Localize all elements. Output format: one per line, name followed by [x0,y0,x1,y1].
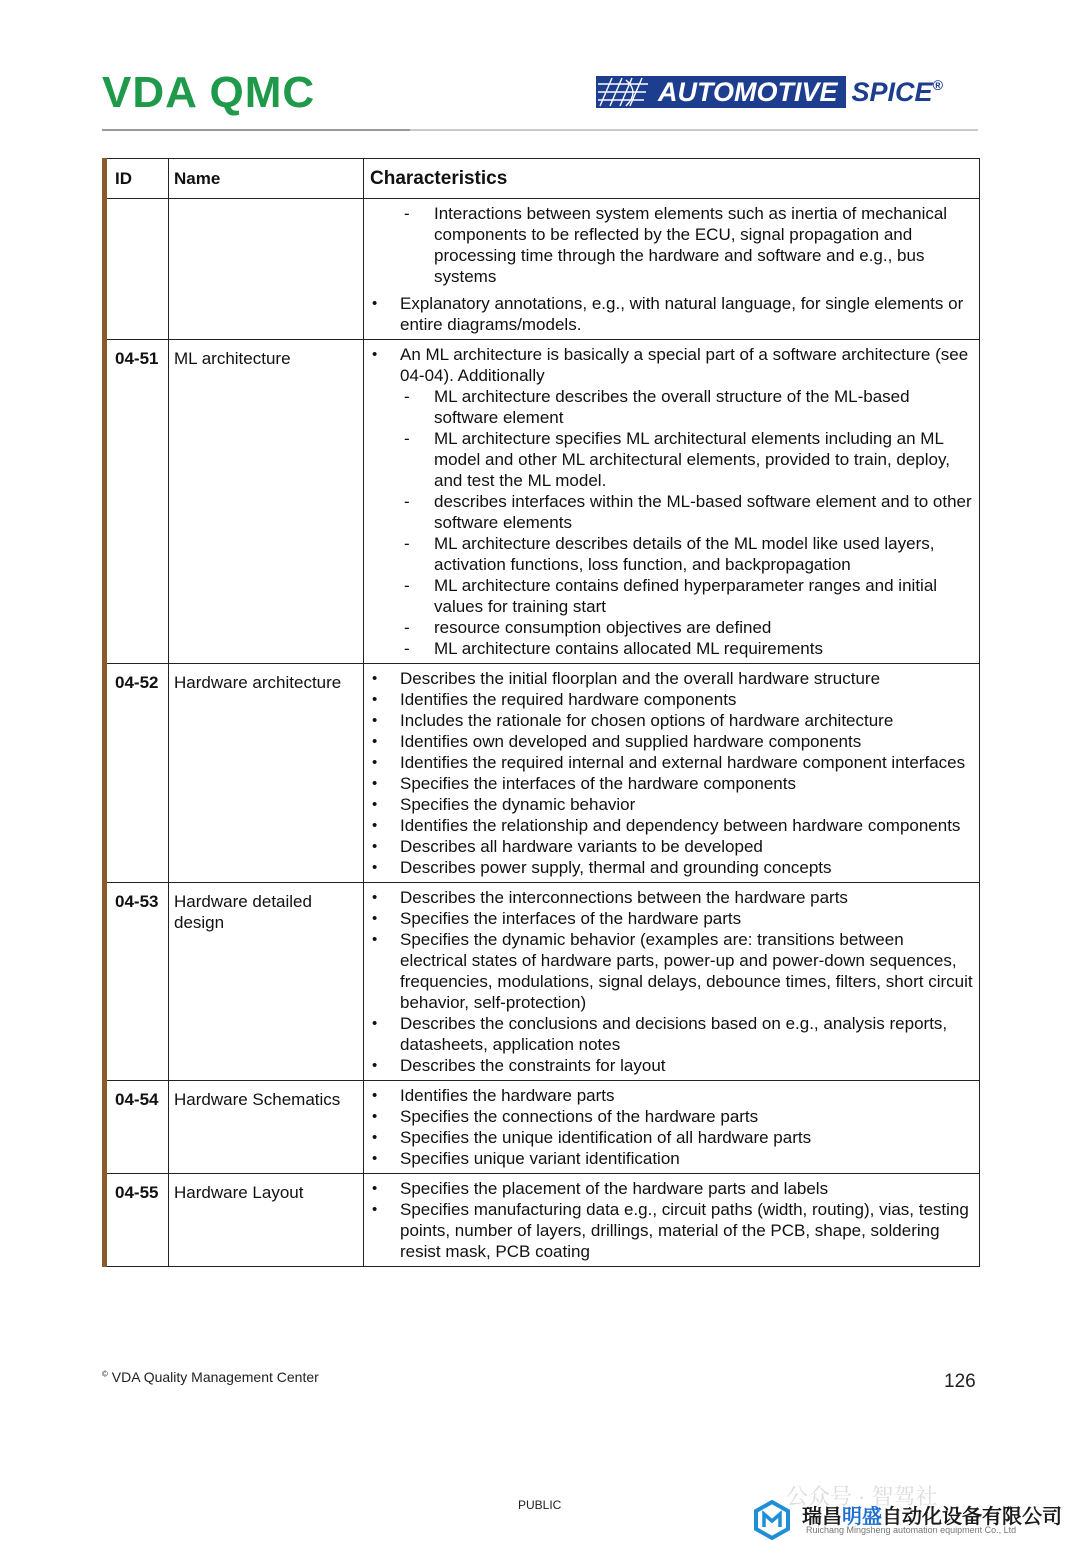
column-header-characteristics: Characteristics [364,159,980,199]
bullet-item: • Describes the constraints for layout [370,1055,973,1076]
table-row [105,883,980,1081]
dash-sub-list [370,386,973,659]
bullet-item: • Describes power supply, thermal and grounding concepts [370,857,973,878]
table-body [105,199,980,1267]
company-name-highlight: 明盛 [842,1506,882,1528]
sub-list-holder [370,203,973,287]
characteristics-list [370,887,973,1076]
bullet-item: • Identifies the required internal and external hardware component interfaces [370,752,973,773]
automotive-wordmark: AUTOMOTIVE [658,77,838,107]
table-row [105,199,980,340]
column-header-name: Name [169,159,364,199]
bullet-item: • Includes the rationale for chosen options of hardware architecture [370,710,973,731]
spice-text: SPICE [851,76,933,107]
bullet-item: • Identifies the hardware parts [370,1085,973,1106]
copyright-symbol: © [102,1369,108,1379]
row-id-cell: 04-53 [105,883,169,1081]
row-id-cell [105,199,169,340]
bullet-item: • Explanatory annotations, e.g., with natural language, for single elements or entire diagrams/models. [370,293,973,335]
bullet-item: • An ML architecture is basically a special part of a software architecture (see 04-04). Additionally [370,344,973,386]
row-characteristics-cell [364,199,980,340]
column-header-id: ID [105,159,169,199]
work-product-table [102,158,980,1267]
company-watermark [752,1498,1080,1542]
row-characteristics-cell [364,1081,980,1174]
bullet-item: • Specifies the dynamic behavior [370,794,973,815]
bullet-item: • Specifies the unique identification of all hardware parts [370,1127,973,1148]
company-hexagon-logo-icon [752,1500,792,1540]
characteristics-list [370,1178,973,1262]
row-id-cell: 04-52 [105,664,169,883]
dash-sub-list [370,203,973,287]
row-name-cell: Hardware Schematics [169,1081,364,1174]
bullet-item: • Specifies unique variant identification [370,1148,973,1169]
table-row [105,1081,980,1174]
dash-item: - describes interfaces within the ML-based software element and to other software elements [370,491,973,533]
dash-item: - ML architecture contains defined hyperparameter ranges and initial values for training start [370,575,973,617]
copyright-text: VDA Quality Management Center [111,1369,319,1385]
characteristics-list [370,203,973,335]
spice-wordmark [852,77,943,108]
row-id-cell: 04-54 [105,1081,169,1174]
registered-mark: ® [932,76,943,93]
bullet-item: • Identifies the relationship and dependency between hardware components [370,815,973,836]
copyright-notice [102,1369,319,1385]
automotive-spice-logo-box [596,76,846,108]
table-header-row [105,159,980,199]
row-characteristics-cell [364,664,980,883]
bullet-item: • Describes all hardware variants to be developed [370,836,973,857]
bullet-item: • Describes the initial floorplan and the overall hardware structure [370,668,973,689]
bullet-item: • Describes the conclusions and decisions based on e.g., analysis reports, datasheets, application notes [370,1013,973,1055]
row-id-cell: 04-55 [105,1174,169,1267]
row-characteristics-cell [364,1174,980,1267]
sub-list-holder [370,386,973,659]
vda-qmc-logo: VDA QMC [102,68,316,117]
row-name-cell: ML architecture [169,340,364,664]
row-name-cell: Hardware architecture [169,664,364,883]
row-characteristics-cell [364,883,980,1081]
dash-item: - Interactions between system elements such as inertia of mechanical components to be reflected by the ECU, signal propagation and processing time through the hardware and software and e.g., bus systems [370,203,973,287]
row-characteristics-cell [364,340,980,664]
table-row [105,1174,980,1267]
bullet-item: • Specifies the placement of the hardware parts and labels [370,1178,973,1199]
dash-item: - ML architecture describes the overall structure of the ML-based software element [370,386,973,428]
header-divider-accent [102,129,410,131]
company-name-prefix: 瑞昌 [802,1506,842,1528]
dash-item: - resource consumption objectives are defined [370,617,973,638]
globe-grid-icon [596,76,652,108]
row-name-cell: Hardware Layout [169,1174,364,1267]
page-number: 126 [944,1371,976,1392]
bullet-item: • Specifies the interfaces of the hardware components [370,773,973,794]
dash-item: - ML architecture specifies ML architectural elements including an ML model and other ML architectural elements, provided to train, deploy, and test the ML model. [370,428,973,491]
company-name-suffix: 自动化设备有限公司 [882,1506,1062,1528]
bullet-item: • Identifies the required hardware components [370,689,973,710]
automotive-spice-logo [596,76,943,108]
characteristics-list [370,668,973,878]
bullet-item: • Specifies the dynamic behavior (examples are: transitions between electrical states of hardware parts, power-up and power-down sequences, frequencies, modulations, signal delays, debounce times, filters, short circuit behavior, self-protection) [370,929,973,1013]
row-name-cell [169,199,364,340]
row-id-cell: 04-51 [105,340,169,664]
company-name-en: Ruichang Mingsheng automation equipment Co., Ltd [806,1525,1017,1535]
row-name-cell: Hardware detailed design [169,883,364,1081]
page-header [0,0,1080,140]
bullet-item: • Specifies the connections of the hardware parts [370,1106,973,1127]
characteristics-list [370,344,973,659]
bullet-item: • Specifies manufacturing data e.g., circuit paths (width, routing), vias, testing points, number of layers, drillings, material of the PCB, shape, soldering resist mask, PCB coating [370,1199,973,1262]
bullet-item: • Specifies the interfaces of the hardware parts [370,908,973,929]
dash-item: - ML architecture contains allocated ML requirements [370,638,973,659]
dash-item: - ML architecture describes details of the ML model like used layers, activation functions, loss function, and backpropagation [370,533,973,575]
watermark-faint-text: 公众号 · 智驾社 [786,1484,938,1509]
table-row [105,340,980,664]
table-row [105,664,980,883]
characteristics-list [370,1085,973,1169]
bullet-item: • Describes the interconnections between the hardware parts [370,887,973,908]
classification-label: PUBLIC [518,1498,562,1512]
bullet-item: • Identifies own developed and supplied hardware components [370,731,973,752]
